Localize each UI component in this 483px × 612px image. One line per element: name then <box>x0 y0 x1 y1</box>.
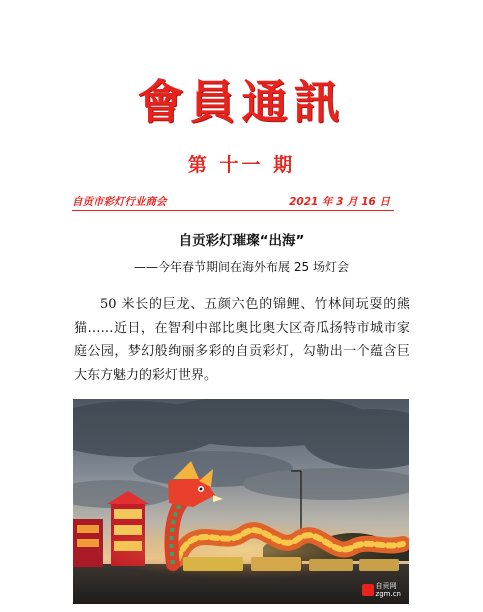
article-subtitle: ——今年春节期间在海外布展 25 场灯会 <box>134 260 349 274</box>
photo-illustration <box>73 399 409 604</box>
watermark-logo-icon <box>362 584 374 596</box>
watermark-logo-text: 自贡网 <box>375 582 397 590</box>
photo-watermark <box>362 582 401 598</box>
lantern-dragon-photo <box>73 399 409 604</box>
masthead-title: 會員通訊 <box>137 75 346 129</box>
newsletter-header-line <box>72 196 394 211</box>
article-body: 50 米长的巨龙、五颜六色的锦鲤、竹林间玩耍的熊猫……近日，在智利中部比奥比奥大区奇瓜扬特市城市家庭公园，梦幻般绚丽多彩的自贡彩灯，勾勒出一个蕴含巨大东方魅力的彩灯世界。 <box>74 297 410 383</box>
issue-number: 第 十一 期 <box>187 154 296 176</box>
lantern-base-row <box>183 557 399 571</box>
publication-date: 2021 年 3 月 16 日 <box>289 196 390 208</box>
watermark-url: zgm.cn <box>375 590 401 598</box>
article-title: 自贡彩灯璀璨“出海” <box>178 233 305 249</box>
organization-name: 自贡市彩灯行业商会 <box>72 196 167 208</box>
